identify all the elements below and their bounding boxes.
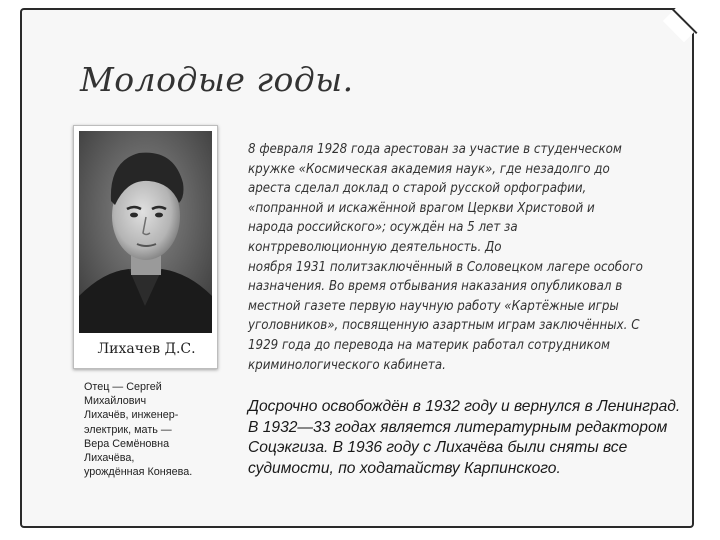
- portrait-caption: Лихачев Д.С.: [97, 341, 196, 357]
- paragraph-line: «попранной и искажённой врагом Церкви Христовой и: [248, 200, 595, 216]
- paragraph-line: кружке «Космическая академия наук», где незадолго до: [248, 161, 610, 177]
- paragraph-line: ноября 1931 политзаключённый в Соловецком лагере особого: [248, 259, 643, 275]
- parents-note-line: электрик, мать —: [84, 423, 172, 436]
- paragraph-line: судимости, по ходатайству Карпинского.: [248, 459, 561, 477]
- paragraph-line: контрреволюционную деятельность. До: [248, 239, 502, 255]
- paragraph-line: уголовников», посвященную азартным играм заключённых. С: [248, 318, 640, 334]
- arrest-paragraph: [248, 140, 698, 375]
- paragraph-line: Досрочно освобождён в 1932 году и вернулся в Ленинград.: [248, 398, 681, 415]
- paragraph-line: В 1932—33 годах является литературным редактором: [248, 418, 668, 436]
- parents-note-line: Вера Семёновна: [84, 437, 170, 450]
- parents-note-line: Лихачёва,: [84, 452, 135, 465]
- parents-note: [84, 380, 219, 479]
- paragraph-line: 8 февраля 1928 года арестован за участие в студенческом: [248, 142, 622, 157]
- parents-note-line: Отец — Сергей: [84, 381, 162, 393]
- paragraph-line: Соцэкгиза. В 1936 году с Лихачёва были сняты все: [248, 439, 628, 456]
- paragraph-line: ареста сделал доклад о старой русской орфографии,: [248, 181, 587, 197]
- paragraph-line: народа российского»; осуждён на 5 лет за: [248, 220, 518, 236]
- page-title: Молодые годы.: [80, 60, 354, 99]
- portrait-photo: [79, 131, 212, 333]
- portrait-card: [73, 125, 218, 369]
- paragraph-line: криминологического кабинета.: [248, 357, 446, 373]
- paragraph-line: 1929 года до перевода на материк работал сотрудником: [248, 337, 610, 353]
- parents-note-line: Лихачёв, инженер-: [84, 409, 179, 422]
- portrait-illustration: [79, 131, 212, 333]
- paragraph-line: назначения. Во время отбывания наказания опубликовал в: [248, 279, 623, 295]
- paragraph-line: местной газете первую научную работу «Картёжные игры: [248, 298, 619, 314]
- parents-note-line: Михайлович: [84, 395, 147, 408]
- release-paragraph: [248, 397, 700, 479]
- parents-note-line: урождённая Коняева.: [84, 466, 193, 479]
